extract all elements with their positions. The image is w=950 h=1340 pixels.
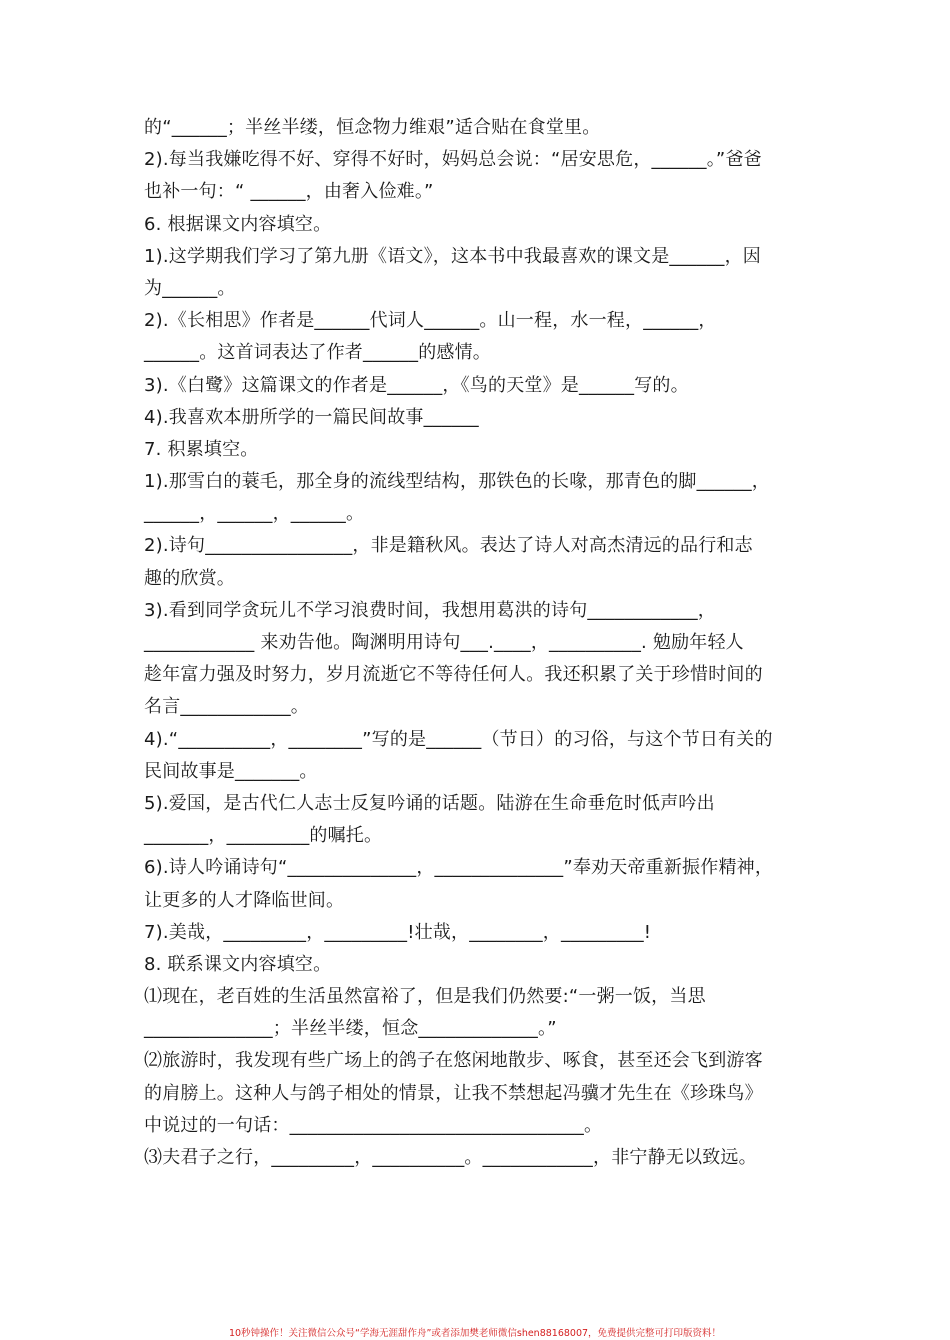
text-line: 2).每当我嫌吃得不好、穿得不好时，妈妈总会说：“居安思危，______。”爸爸	[144, 149, 762, 171]
text-line: ______________；半丝半缕，恒念_____________。”	[144, 1018, 557, 1040]
text-line: 民间故事是_______。	[144, 760, 318, 782]
text-line: 4).“__________，________”写的是______（节日）的习俗，与这个节日有关的	[144, 728, 773, 750]
text-line: 4).我喜欢本册所学的一篇民间故事______	[144, 406, 479, 428]
text-line: 趣的欣赏。	[144, 567, 235, 589]
text-line: 1).那雪白的蓑毛，那全身的流线型结构，那铁色的长喙，那青色的脚______，	[144, 471, 770, 493]
text-line: ⑵旅游时，我发现有些广场上的鸽子在悠闲地散步、啄食，甚至还会飞到游客	[144, 1050, 763, 1072]
text-line: ______。这首词表达了作者______的感情。	[144, 342, 491, 364]
footer-notice: 10秒钟操作！关注微信公众号“学海无涯甜作舟”或者添加樊老师微信shen88168007，免费提供完整可打印版资料！	[228, 1328, 722, 1339]
worksheet-body	[144, 112, 804, 1174]
text-line: 让更多的人才降临世间。	[144, 889, 345, 911]
text-line: ⑶夫君子之行，_________，__________。____________，非宁静无以致远。	[144, 1147, 757, 1168]
text-line: 2).诗句________________，非是籍秋风。表达了诗人对高杰清远的品行和志	[144, 535, 753, 557]
text-line: 2).《长相思》作者是______代词人______。山一程，水一程，______，	[144, 310, 717, 332]
text-line: 的肩膀上。这种人与鸽子相处的情景，让我不禁想起冯骥才先生在《珍珠鸟》	[144, 1082, 763, 1104]
text-line: 8. 联系课文内容填空。	[144, 953, 332, 975]
text-line: _______，_________的嘱托。	[144, 825, 383, 847]
text-line: 3).看到同学贪玩儿不学习浪费时间，我想用葛洪的诗句____________，	[144, 599, 716, 621]
text-line: 3).《白鹭》这篇课文的作者是______，《鸟的天堂》是______写的。	[144, 374, 689, 396]
text-line: ______，______，______。	[144, 503, 365, 525]
text-line: 名言____________。	[144, 696, 309, 718]
text-line: 趁年富力强及时努力，岁月流逝它不等待任何人。我还积累了关于珍惜时间的	[144, 664, 763, 686]
text-line: 7).美哉，_________，_________!壮哉，________，_________!	[144, 921, 652, 943]
text-line: 中说过的一句话：________________________________。	[144, 1114, 603, 1136]
text-line: 1).这学期我们学习了第九册《语文》，这本书中我最喜欢的课文是______，因	[144, 245, 761, 267]
text-line: 5).爱国，是古代仁人志士反复吟诵的话题。陆游在生命垂危时低声吟出	[144, 792, 715, 814]
text-line: 为______。	[144, 277, 236, 299]
text-line: 也补一句：“ ______，由奢入俭难。”	[144, 181, 434, 203]
text-line: ____________ 来劝告他。陶渊明用诗句___.____，__________. 勉励年轻人	[144, 632, 744, 653]
text-line: 6).诗人吟诵诗句“______________，______________”奉劝天帝重新振作精神，	[144, 857, 774, 879]
text-line: 6. 根据课文内容填空。	[144, 213, 332, 235]
text-line: 的“______；半丝半缕，恒念物力维艰”适合贴在食堂里。	[144, 117, 601, 138]
text-line: ⑴现在，老百姓的生活虽然富裕了，但是我们仍然要:“一粥一饭，当思	[144, 986, 706, 1008]
text-line: 7. 积累填空。	[144, 438, 259, 460]
